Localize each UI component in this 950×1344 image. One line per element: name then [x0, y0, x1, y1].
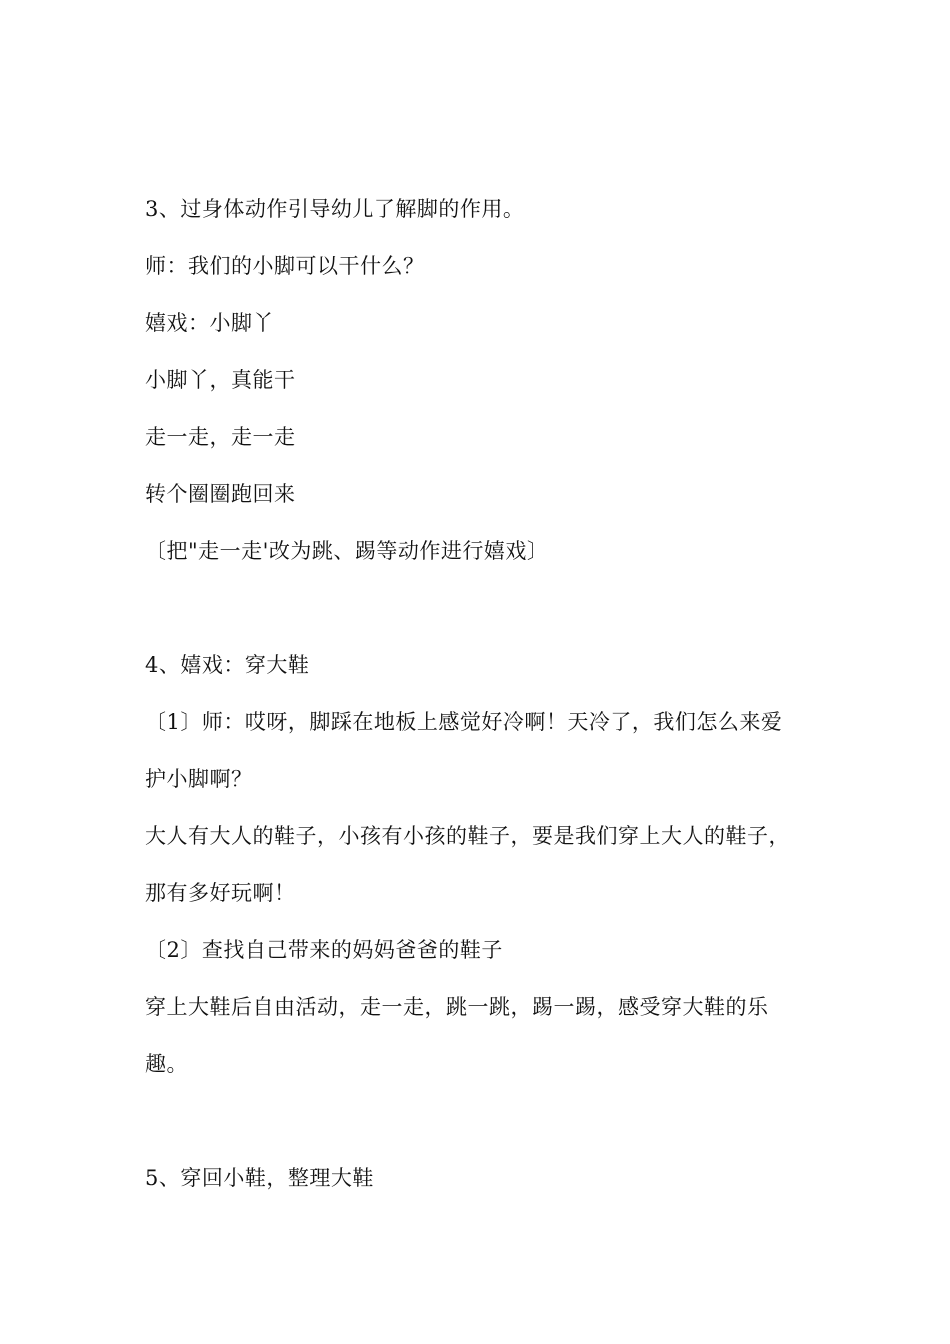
rhyme-line-3: 转个圈圈跑回来 [145, 482, 296, 506]
step-1-line-1: 〔1〕师：哎呀，脚踩在地板上感觉好冷啊！天冷了，我们怎么来爱 [145, 710, 783, 734]
activity-note: 〔把"走一走'改为跳、踢等动作进行嬉戏〕 [145, 539, 549, 563]
activity-line-2: 趣。 [145, 1052, 188, 1076]
section-4-heading: 4、嬉戏：穿大鞋 [145, 653, 310, 677]
teacher-question: 师：我们的小脚可以干什么？ [145, 254, 425, 278]
step-2: 〔2〕查找自己带来的妈妈爸爸的鞋子 [145, 938, 503, 962]
section-3-heading: 3、过身体动作引导幼儿了解脚的作用。 [145, 197, 525, 221]
paragraph-line-2: 那有多好玩啊！ [145, 881, 296, 905]
rhyme-title: 嬉戏：小脚丫 [145, 311, 274, 335]
rhyme-line-1: 小脚丫，真能干 [145, 368, 296, 392]
step-1-line-2: 护小脚啊？ [145, 767, 253, 791]
rhyme-line-2: 走一走，走一走 [145, 425, 296, 449]
activity-line-1: 穿上大鞋后自由活动，走一走，跳一跳，踢一踢，感受穿大鞋的乐 [145, 995, 769, 1019]
section-5-heading: 5、穿回小鞋，整理大鞋 [145, 1166, 374, 1190]
paragraph-line-1: 大人有大人的鞋子，小孩有小孩的鞋子，要是我们穿上大人的鞋子， [145, 824, 790, 848]
